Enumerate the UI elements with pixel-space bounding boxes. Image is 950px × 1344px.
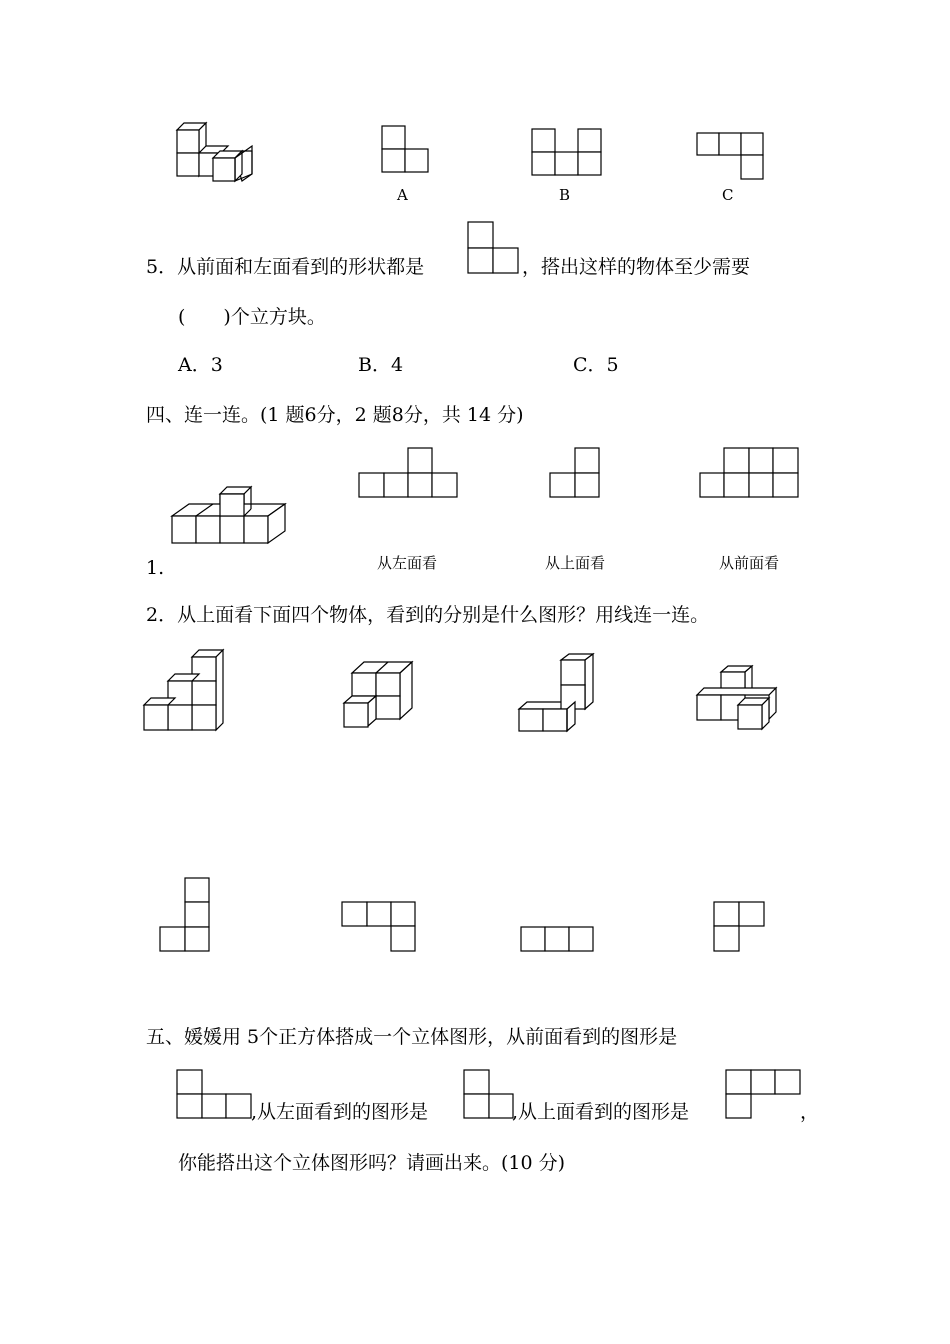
- q5-option-a: A．3: [178, 354, 223, 376]
- q5-option-c: C．5: [573, 354, 619, 376]
- q4-option-b-figure: [530, 127, 605, 179]
- s4-view-left-caption: 从左面看: [377, 554, 438, 572]
- s4-view-top-figure: [548, 446, 604, 501]
- q5-text-prefix: 5．从前面和左面看到的形状都是: [146, 256, 425, 278]
- s4-view-left-figure: [357, 446, 461, 501]
- s4-p2-topview-4: [712, 900, 770, 954]
- q4-option-c-figure: [695, 131, 767, 183]
- s5-top-view-figure: [724, 1068, 804, 1122]
- section4-heading: 四、连一连。(1 题6分，2 题8分，共 14 分): [146, 404, 524, 426]
- s4-p2-object-3: [515, 650, 605, 734]
- s4-view-top-caption: 从上面看: [545, 554, 606, 572]
- q4-option-b-label: B: [559, 186, 571, 204]
- q4-option-c-label: C: [722, 186, 734, 204]
- q4-option-a-label: A: [397, 186, 408, 204]
- s4-view-front-caption: 从前面看: [719, 554, 780, 572]
- s5-left-view-figure: [462, 1068, 517, 1122]
- q4-option-a-figure: [380, 124, 430, 174]
- s4-p2-object-1: [140, 644, 232, 734]
- s4-p2-topview-1: [158, 876, 213, 954]
- s4-p1-number: 1.: [146, 557, 165, 579]
- s5-line2-left-view: ,从左面看到的图形是: [251, 1101, 429, 1123]
- q5-answer-line: ( )个立方块。: [178, 306, 326, 328]
- s5-front-view-figure: [175, 1068, 255, 1122]
- s4-view-front-figure: [698, 446, 802, 501]
- s4-p2-topview-2: [340, 900, 420, 954]
- q5-option-b: B．4: [358, 354, 404, 376]
- section5-line1: 五、媛媛用 5个正方体搭成一个立体图形，从前面看到的图形是: [146, 1026, 678, 1048]
- s4-p2-text: 2．从上面看下面四个物体，看到的分别是什么图形？用线连一连。: [146, 604, 710, 626]
- s4-p2-topview-3: [519, 925, 599, 955]
- s4-p2-object-2: [340, 656, 420, 734]
- s5-line2-top-view: ,从上面看到的图形是: [512, 1101, 690, 1123]
- s5-line2-end: ，: [800, 1101, 820, 1123]
- q5-view-figure: [466, 220, 520, 276]
- section5-line3: 你能搭出这个立体图形吗？请画出来。(10 分): [178, 1152, 566, 1174]
- s4-p2-object-4: [693, 658, 785, 734]
- q5-text-suffix: ，搭出这样的物体至少需要: [522, 256, 751, 278]
- s4-p1-solid-figure: [168, 482, 300, 546]
- q4-solid-figure: [170, 118, 260, 193]
